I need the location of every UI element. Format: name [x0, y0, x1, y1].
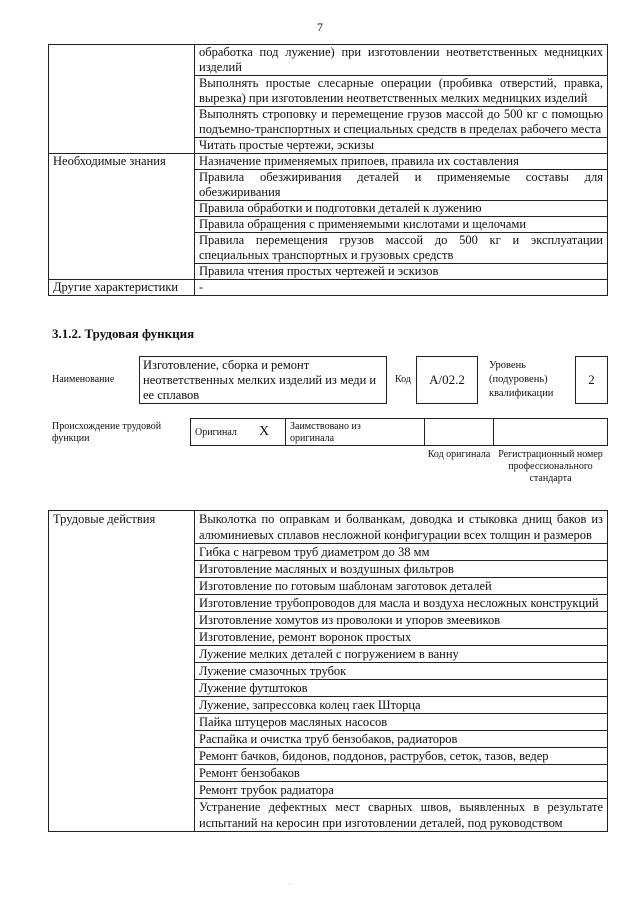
table-row — [49, 280, 608, 296]
table-row — [49, 45, 608, 76]
knowledge-item: Правила обработки и подготовки деталей к лужению — [195, 201, 608, 217]
name-label: Наименование — [52, 374, 115, 385]
action-item: Пайка штуцеров масляных насосов — [195, 714, 608, 731]
action-item: Изготовление, ремонт воронок простых — [195, 629, 608, 646]
action-item: Ремонт трубок радиатора — [195, 782, 608, 799]
knowledge-label: Необходимые знания — [49, 154, 195, 280]
level-value: 2 — [588, 372, 595, 387]
borrowed-label: Заимствовано из оригинала — [290, 421, 361, 444]
action-item: Изготовление хомутов из проволоки и упоров змеевиков — [195, 612, 608, 629]
table-row — [49, 154, 608, 170]
borrowed-cell — [285, 418, 425, 446]
action-item: Изготовление по готовым шаблонам заготовок деталей — [195, 578, 608, 595]
knowledge-table — [48, 44, 608, 296]
actions-label: Трудовые действия — [49, 511, 195, 832]
skill-item: Читать простые чертежи, эскизы — [195, 138, 608, 154]
reg-number-caption: Регистрационный номер профессионального стандарта — [498, 449, 603, 484]
knowledge-item: Правила перемещения грузов массой до 500 кг и эксплуатации специальных транспортных и грузовых средств — [195, 233, 608, 264]
level-label: Уровень (подуровень) квалификации — [489, 360, 554, 399]
original-label: Оригинал — [195, 427, 237, 438]
action-item: Ремонт бензобаков — [195, 765, 608, 782]
actions-table — [48, 510, 608, 832]
action-item: Распайка и очистка труб бензобаков, радиаторов — [195, 731, 608, 748]
code-value: А/02.2 — [429, 372, 465, 387]
action-item: Лужение мелких деталей с погружением в ванну — [195, 646, 608, 663]
action-item: Ремонт бачков, бидонов, поддонов, раструбов, сеток, тазов, ведер — [195, 748, 608, 765]
level-box — [575, 356, 608, 404]
action-item: Устранение дефектных мест сварных швов, выявленных в результате испытаний на керосин при изготовлении деталей, под руководством — [195, 799, 608, 832]
knowledge-item: Назначение применяемых припоев, правила их составления — [195, 154, 608, 170]
page-number: 7 — [317, 20, 323, 34]
original-cell — [190, 418, 286, 446]
other-label: Другие характеристики — [49, 280, 195, 296]
action-item: Изготовление трубопроводов для масла и воздуха несложных конструкций — [195, 595, 608, 612]
skill-item: Выполнять строповку и перемещение грузов массой до 500 кг с помощью подъемно-транспортных и специальных средств в пределах рабочего места — [195, 107, 608, 138]
code-original-cell — [424, 418, 494, 446]
action-item: Изготовление масляных и воздушных фильтров — [195, 561, 608, 578]
origin-label: Происхождение трудовой функции — [52, 421, 162, 444]
action-item: Лужение смазочных трубок — [195, 663, 608, 680]
name-value: Изготовление, сборка и ремонт неответственных мелких изделий из меди и ее сплавов — [143, 358, 377, 402]
name-box — [139, 356, 387, 404]
section-title: 3.1.2. Трудовая функция — [52, 326, 195, 341]
original-mark: X — [259, 424, 270, 439]
code-original-caption: Код оригинала — [427, 449, 491, 460]
code-box — [416, 356, 478, 404]
skills-label-cell — [49, 45, 195, 154]
reg-number-cell — [493, 418, 608, 446]
footer-mark: · — [288, 880, 291, 889]
action-item: Лужение, запрессовка колец гаек Шторца — [195, 697, 608, 714]
action-item: Гибка с нагревом труб диаметром до 38 мм — [195, 544, 608, 561]
knowledge-item: Правила чтения простых чертежей и эскизов — [195, 264, 608, 280]
table-row — [49, 511, 608, 544]
code-label: Код — [395, 374, 411, 385]
action-item: Выколотка по оправкам и болванкам, доводка и стыковка днищ баков из алюминиевых сплавов несложной конфигурации всех толщин и размеров — [195, 511, 608, 544]
knowledge-item: Правила обращения с применяемыми кислотами и щелочами — [195, 217, 608, 233]
action-item: Лужение футштоков — [195, 680, 608, 697]
knowledge-item: Правила обезжиривания деталей и применяемые составы для обезжиривания — [195, 170, 608, 201]
other-value: - — [195, 280, 608, 296]
skill-item: обработка под лужение) при изготовлении неответственных медницких изделий — [195, 45, 608, 76]
skill-item: Выполнять простые слесарные операции (пробивка отверстий, правка, вырезка) при изготовлении неответственных мелких медницких изделий — [195, 76, 608, 107]
